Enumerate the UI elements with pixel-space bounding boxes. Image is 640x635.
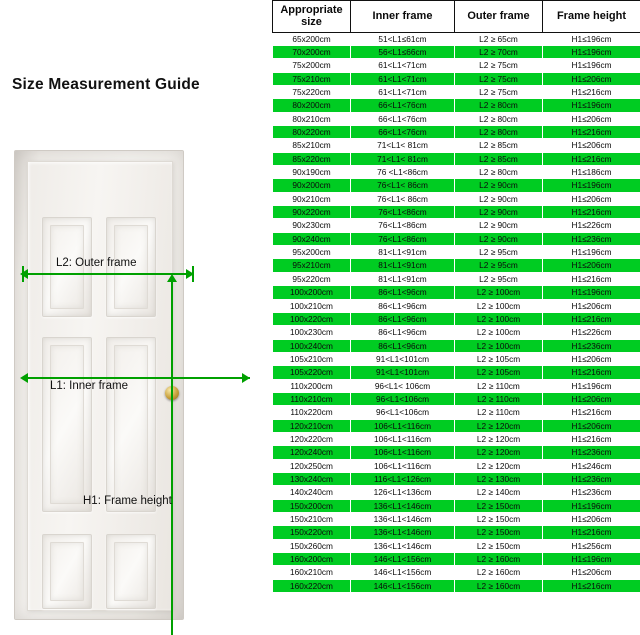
table-row [273,486,640,499]
table-cell: 136<L1<146cm [351,526,455,539]
arrow-right-icon [242,373,250,383]
table-cell: L2 ≥ 90cm [455,219,543,232]
table-cell: 86<L1<96cm [351,286,455,299]
door-panel [106,337,156,512]
table-cell: L2 ≥ 105cm [455,352,543,365]
table-cell: 96<L1<106cm [351,392,455,405]
table-cell: H1≤196cm [543,246,640,259]
table-row [273,206,640,219]
table-cell: 90x240cm [273,232,351,245]
table-cell: 66<L1<76cm [351,112,455,125]
table-cell: 160x200cm [273,553,351,566]
table-cell: 76<L1<86cm [351,219,455,232]
table-cell: 86<L1<96cm [351,299,455,312]
table-row [273,232,640,245]
table-row [273,326,640,339]
table-cell: H1≤206cm [543,139,640,152]
table-cell: L2 ≥ 100cm [455,312,543,325]
table-row [273,419,640,432]
column-header-appropriate-size: Appropriate size [273,1,351,33]
table-row [273,539,640,552]
column-header-outer-frame: Outer frame [455,1,543,33]
table-cell: 75x200cm [273,59,351,72]
table-cell: H1≤216cm [543,526,640,539]
table-cell: 61<L1<71cm [351,72,455,85]
table-cell: H1≤196cm [543,99,640,112]
table-cell: H1≤216cm [543,206,640,219]
table-cell: 100x210cm [273,299,351,312]
table-cell: H1≤216cm [543,366,640,379]
table-cell: L2 ≥ 75cm [455,86,543,99]
table-cell: 66<L1<76cm [351,126,455,139]
table-row [273,246,640,259]
table-cell: L2 ≥ 100cm [455,299,543,312]
table-cell: 76<L1<86cm [351,232,455,245]
table-cell: L2 ≥ 150cm [455,526,543,539]
table-row [273,126,640,139]
table-cell: L2 ≥ 80cm [455,166,543,179]
outer-frame-tick-right [192,266,194,282]
table-row [273,352,640,365]
table-cell: L2 ≥ 90cm [455,192,543,205]
table-cell: 160x220cm [273,579,351,592]
table-row [273,566,640,579]
table-cell: 116<L1<126cm [351,472,455,485]
table-row [273,513,640,526]
table-row [273,152,640,165]
table-cell: L2 ≥ 90cm [455,179,543,192]
table-cell: L2 ≥ 95cm [455,272,543,285]
table-cell: H1≤196cm [543,379,640,392]
table-cell: L2 ≥ 75cm [455,59,543,72]
table-cell: 86<L1<96cm [351,339,455,352]
table-cell: H1≤216cm [543,272,640,285]
table-cell: 136<L1<146cm [351,499,455,512]
table-row [273,472,640,485]
table-cell: 76 <L1<86cm [351,166,455,179]
table-cell: 120x240cm [273,446,351,459]
table-cell: L2 ≥ 110cm [455,392,543,405]
table-row [273,299,640,312]
table-cell: H1≤206cm [543,192,640,205]
table-cell: 95x210cm [273,259,351,272]
door-panel [42,337,92,512]
table-cell: L2 ≥ 130cm [455,472,543,485]
table-cell: 70x200cm [273,45,351,58]
table-cell: L2 ≥ 110cm [455,379,543,392]
door-diagram [8,140,266,630]
table-cell: L2 ≥ 80cm [455,112,543,125]
table-cell: 51<L1≤61cm [351,32,455,45]
table-cell: L2 ≥ 65cm [455,32,543,45]
table-cell: 75x220cm [273,86,351,99]
table-cell: L2 ≥ 80cm [455,99,543,112]
table-cell: L2 ≥ 160cm [455,553,543,566]
table-cell: 85x210cm [273,139,351,152]
table-cell: L2 ≥ 120cm [455,419,543,432]
table-cell: 91<L1<101cm [351,366,455,379]
table-cell: 86<L1<96cm [351,326,455,339]
table-cell: H1≤216cm [543,152,640,165]
table-cell: L2 ≥ 150cm [455,499,543,512]
table-cell: H1≤196cm [543,179,640,192]
table-cell: L2 ≥ 85cm [455,139,543,152]
table-cell: L2 ≥ 140cm [455,486,543,499]
table-cell: H1≤236cm [543,232,640,245]
table-cell: 150x220cm [273,526,351,539]
table-cell: L2 ≥ 95cm [455,259,543,272]
table-cell: 71<L1< 81cm [351,152,455,165]
table-row [273,553,640,566]
table-cell: H1≤206cm [543,392,640,405]
outer-frame-tick-left [22,266,24,282]
table-cell: L2 ≥ 100cm [455,326,543,339]
table-cell: H1≤206cm [543,513,640,526]
table-row [273,579,640,592]
table-cell: H1≤216cm [543,312,640,325]
table-cell: H1≤216cm [543,406,640,419]
table-cell: 80x210cm [273,112,351,125]
table-cell: H1≤206cm [543,299,640,312]
inner-frame-label: L1: Inner frame [50,380,128,392]
table-cell: 90x190cm [273,166,351,179]
table-cell: 150x260cm [273,539,351,552]
table-cell: 106<L1<116cm [351,432,455,445]
table-cell: 81<L1<91cm [351,259,455,272]
table-cell: H1≤226cm [543,326,640,339]
table-cell: 126<L1<136cm [351,486,455,499]
table-row [273,272,640,285]
size-chart-table [272,0,640,593]
table-cell: L2 ≥ 75cm [455,72,543,85]
table-row [273,446,640,459]
table-row [273,166,640,179]
table-cell: L2 ≥ 150cm [455,539,543,552]
table-cell: L2 ≥ 120cm [455,459,543,472]
table-cell: H1≤196cm [543,45,640,58]
table-cell: H1≤206cm [543,259,640,272]
table-row [273,339,640,352]
table-row [273,406,640,419]
table-cell: 90x220cm [273,206,351,219]
frame-height-measure-line [171,280,173,635]
table-cell: H1≤196cm [543,499,640,512]
table-cell: H1≤236cm [543,486,640,499]
table-row [273,192,640,205]
table-cell: 106<L1<116cm [351,419,455,432]
table-cell: H1≤216cm [543,86,640,99]
measurement-illustration-panel [0,0,272,635]
table-cell: 150x200cm [273,499,351,512]
table-cell: H1≤216cm [543,432,640,445]
table-cell: 71<L1< 81cm [351,139,455,152]
table-row [273,459,640,472]
table-cell: L2 ≥ 160cm [455,579,543,592]
table-cell: 85x220cm [273,152,351,165]
table-cell: H1≤206cm [543,419,640,432]
table-cell: 105x210cm [273,352,351,365]
door-panel [42,534,92,609]
table-cell: 130x240cm [273,472,351,485]
table-cell: 110x210cm [273,392,351,405]
table-cell: L2 ≥ 110cm [455,406,543,419]
table-cell: 146<L1<156cm [351,566,455,579]
table-cell: H1≤246cm [543,459,640,472]
table-cell: H1≤196cm [543,59,640,72]
table-cell: H1≤186cm [543,166,640,179]
table-cell: H1≤196cm [543,286,640,299]
table-cell: 146<L1<156cm [351,553,455,566]
table-cell: L2 ≥ 80cm [455,126,543,139]
table-cell: 140x240cm [273,486,351,499]
inner-frame-measure-line [22,377,250,379]
table-cell: L2 ≥ 70cm [455,45,543,58]
table-cell: L2 ≥ 90cm [455,206,543,219]
table-cell: 80x220cm [273,126,351,139]
table-row [273,179,640,192]
table-cell: H1≤236cm [543,339,640,352]
table-row [273,432,640,445]
frame-height-label: H1: Frame height [83,495,172,507]
table-cell: 136<L1<146cm [351,539,455,552]
table-cell: 150x210cm [273,513,351,526]
table-cell: 96<L1<106cm [351,406,455,419]
table-cell: L2 ≥ 105cm [455,366,543,379]
table-row [273,499,640,512]
table-row [273,392,640,405]
table-row [273,379,640,392]
table-row [273,219,640,232]
table-cell: H1≤216cm [543,126,640,139]
column-header-frame-height: Frame height [543,1,640,33]
table-cell: 106<L1<116cm [351,446,455,459]
table-cell: 105x220cm [273,366,351,379]
table-row [273,312,640,325]
table-cell: 120x220cm [273,432,351,445]
table-cell: 136<L1<146cm [351,513,455,526]
door-panel [106,534,156,609]
table-cell: 81<L1<91cm [351,246,455,259]
table-cell: H1≤196cm [543,32,640,45]
table-cell: L2 ≥ 100cm [455,286,543,299]
table-cell: L2 ≥ 90cm [455,232,543,245]
table-cell: H1≤226cm [543,219,640,232]
arrow-up-icon [167,274,177,282]
table-row [273,286,640,299]
table-cell: H1≤206cm [543,72,640,85]
table-row [273,59,640,72]
table-cell: 90x200cm [273,179,351,192]
page-title: Size Measurement Guide [12,76,200,93]
size-chart-container [272,0,640,635]
outer-frame-label: L2: Outer frame [56,257,137,269]
table-cell: 61<L1<71cm [351,59,455,72]
table-cell: 76<L1< 86cm [351,192,455,205]
column-header-inner-frame: Inner frame [351,1,455,33]
table-cell: H1≤206cm [543,112,640,125]
table-cell: L2 ≥ 85cm [455,152,543,165]
table-cell: 100x220cm [273,312,351,325]
table-cell: 90x230cm [273,219,351,232]
table-cell: L2 ≥ 95cm [455,246,543,259]
table-cell: L2 ≥ 150cm [455,513,543,526]
table-row [273,32,640,45]
table-cell: 86<L1<96cm [351,312,455,325]
table-cell: 90x210cm [273,192,351,205]
table-cell: 76<L1< 86cm [351,179,455,192]
table-cell: 120x250cm [273,459,351,472]
table-row [273,72,640,85]
table-cell: 106<L1<116cm [351,459,455,472]
table-cell: H1≤196cm [543,553,640,566]
table-row [273,86,640,99]
table-cell: H1≤206cm [543,352,640,365]
table-cell: H1≤236cm [543,472,640,485]
table-cell: 61<L1<71cm [351,86,455,99]
table-cell: 146<L1<156cm [351,579,455,592]
table-cell: 96<L1< 106cm [351,379,455,392]
table-cell: 160x210cm [273,566,351,579]
table-cell: 91<L1<101cm [351,352,455,365]
table-cell: 76<L1<86cm [351,206,455,219]
table-cell: H1≤206cm [543,566,640,579]
table-cell: 81<L1<91cm [351,272,455,285]
table-cell: L2 ≥ 100cm [455,339,543,352]
table-cell: 56<L1≤66cm [351,45,455,58]
table-header-row [273,1,640,33]
table-cell: 95x200cm [273,246,351,259]
table-cell: 100x200cm [273,286,351,299]
table-cell: H1≤236cm [543,446,640,459]
table-cell: 100x230cm [273,326,351,339]
table-cell: 120x210cm [273,419,351,432]
table-row [273,99,640,112]
table-cell: L2 ≥ 120cm [455,446,543,459]
table-cell: 110x220cm [273,406,351,419]
table-cell: L2 ≥ 120cm [455,432,543,445]
table-cell: H1≤256cm [543,539,640,552]
arrow-left-icon [20,373,28,383]
table-row [273,112,640,125]
table-row [273,139,640,152]
table-cell: 95x220cm [273,272,351,285]
table-cell: 65x200cm [273,32,351,45]
table-row [273,45,640,58]
table-row [273,259,640,272]
table-cell: 66<L1<76cm [351,99,455,112]
table-cell: H1≤216cm [543,579,640,592]
table-cell: 80x200cm [273,99,351,112]
table-row [273,366,640,379]
table-row [273,526,640,539]
table-cell: 110x200cm [273,379,351,392]
table-cell: 75x210cm [273,72,351,85]
table-cell: 100x240cm [273,339,351,352]
table-body [273,32,640,592]
table-cell: L2 ≥ 160cm [455,566,543,579]
